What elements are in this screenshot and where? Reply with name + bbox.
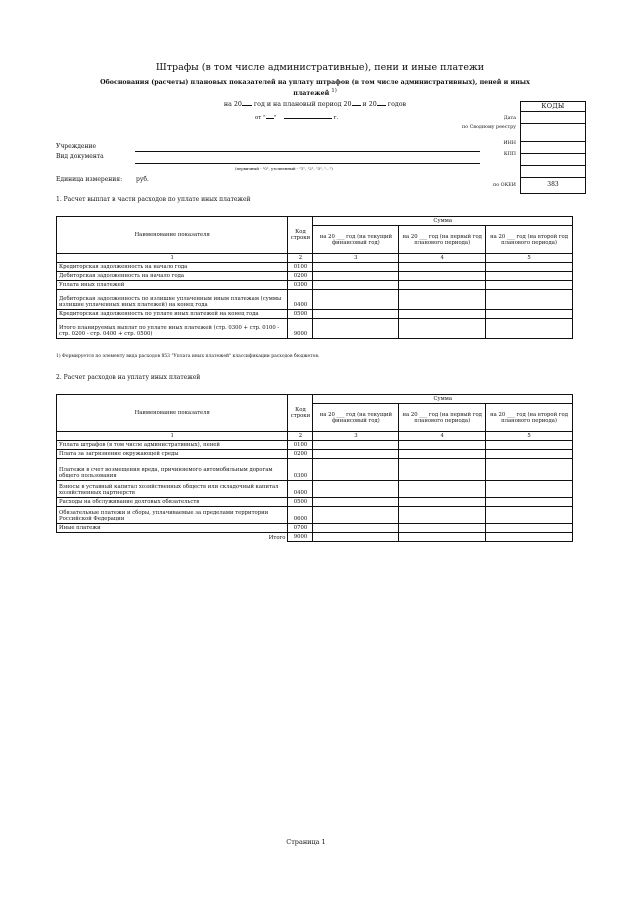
row-code: 0200	[288, 272, 313, 281]
row-name: Взносы в уставный капитал хозяйственных обществ или складочный капитал хозяйственных партнерств	[57, 481, 288, 498]
row-name: Кредиторская задолженность на начало года	[57, 263, 288, 272]
s1-colnum: 1	[57, 254, 288, 263]
table-row	[57, 459, 573, 481]
s2-col-sum: Сумма	[313, 395, 573, 404]
date-year: г.	[333, 115, 339, 121]
codes-box	[520, 111, 586, 194]
cell-input[interactable]	[399, 272, 486, 281]
code-label-date: Дата	[503, 116, 516, 121]
cell-input[interactable]	[486, 524, 573, 533]
period-and: и 20	[362, 101, 377, 109]
cell-input[interactable]	[486, 498, 573, 507]
subtitle-footnote-mark: 1)	[331, 88, 337, 94]
okei-value: 383	[547, 181, 559, 188]
cell-input[interactable]	[399, 290, 486, 310]
page-number: Страница 1	[286, 838, 326, 846]
cell-input[interactable]	[486, 281, 573, 290]
cell-input[interactable]	[313, 441, 399, 450]
row-name: Иные платежи	[57, 524, 288, 533]
cell-input[interactable]	[399, 281, 486, 290]
table-row	[57, 481, 573, 498]
subtitle-text: Обоснования (расчеты) плановых показателей на уплату штрафов (в том числе административных), пеней и иных платежей	[100, 79, 530, 98]
s2-col-year1: на 20 ___ год (на текущий финансовый год)	[313, 404, 399, 432]
cell-input[interactable]	[313, 459, 399, 481]
code-label-registry: по Сводному реестру	[462, 125, 516, 130]
row-code: 0600	[288, 507, 313, 524]
s1-colnum: 3	[313, 254, 399, 263]
period-prefix: на 20	[223, 101, 242, 109]
period-year3-blank[interactable]	[377, 98, 386, 106]
institution-field[interactable]	[135, 151, 480, 152]
row-code: 0400	[288, 290, 313, 310]
cell-input[interactable]	[486, 319, 573, 339]
section2-table	[56, 394, 573, 542]
period-year2-blank[interactable]	[352, 98, 361, 106]
cell-input[interactable]	[313, 263, 399, 272]
cell-input[interactable]	[486, 272, 573, 281]
date-prefix: от "	[255, 115, 266, 121]
total-label: Итого	[57, 533, 288, 542]
cell-input[interactable]	[313, 524, 399, 533]
table-row	[57, 290, 573, 310]
s2-colnum: 4	[399, 432, 486, 441]
date-day-blank[interactable]	[266, 111, 274, 119]
row-name: Итого планируемых выплат по уплате иных платежей (стр. 0300 + стр. 0100 - стр. 0200 - стр. 0400 + стр. 0500)	[57, 319, 288, 339]
row-name: Дебиторская задолженность по излишне уплаченным иным платежам (суммы излишне уплаченных иных платежей) на конец года	[57, 290, 288, 310]
institution-label: Учреждение	[56, 143, 97, 150]
row-name: Дебиторская задолженность на начало года	[57, 272, 288, 281]
row-code: 9000	[288, 319, 313, 339]
cell-input[interactable]	[399, 524, 486, 533]
cell-input[interactable]	[399, 263, 486, 272]
s1-col-name: Наименование показателя	[57, 217, 288, 254]
s2-colnum: 5	[486, 432, 573, 441]
cell-input[interactable]	[399, 310, 486, 319]
doc-type-hint: (первичный - "0", уточненный - "1", "2", "3", "...")	[235, 166, 333, 171]
s1-col-sum: Сумма	[313, 217, 573, 226]
cell-input[interactable]	[486, 481, 573, 498]
table-row	[57, 441, 573, 450]
document-title: Штрафы (в том числе административные), пени и иные платежи	[155, 62, 485, 73]
date-line	[255, 111, 338, 121]
row-code: 0700	[288, 524, 313, 533]
row-name: Уплата иных платежей	[57, 281, 288, 290]
cell-input[interactable]	[399, 450, 486, 459]
row-name: Уплата штрафов (в том числе административных), пеней	[57, 441, 288, 450]
period-mid: год и на плановый период 20	[253, 101, 352, 109]
code-label-okei: по ОКЕИ	[493, 183, 516, 188]
s2-col-year2: на 20 ___ год (на первый год планового периода)	[399, 404, 486, 432]
s2-col-name: Наименование показателя	[57, 395, 288, 432]
table-row	[57, 319, 573, 339]
cell-input[interactable]	[313, 319, 399, 339]
cell-input[interactable]	[486, 459, 573, 481]
s2-colnum: 1	[57, 432, 288, 441]
total-code: 9000	[288, 533, 313, 542]
cell-input[interactable]	[313, 281, 399, 290]
cell-input[interactable]	[313, 481, 399, 498]
table-row	[57, 281, 573, 290]
row-code: 0400	[288, 481, 313, 498]
s1-colnum: 4	[399, 254, 486, 263]
row-name: Плата за загрязнение окружающей среды	[57, 450, 288, 459]
row-code: 0100	[288, 263, 313, 272]
cell-input[interactable]	[486, 310, 573, 319]
s2-col-year3: на 20 ___ год (на второй год планового периода)	[486, 404, 573, 432]
row-name: Обязательные платежи и сборы, уплачиваемые за пределами территории Российской Федерации	[57, 507, 288, 524]
s2-colnum: 2	[288, 432, 313, 441]
cell-input[interactable]	[399, 319, 486, 339]
cell-input[interactable]	[399, 507, 486, 524]
code-label-kpp: КПП	[503, 152, 516, 157]
period-year1-blank[interactable]	[242, 98, 252, 106]
date-quote: "	[273, 115, 277, 121]
cell-input[interactable]	[486, 290, 573, 310]
cell-input[interactable]	[486, 263, 573, 272]
cell-input[interactable]	[486, 441, 573, 450]
s2-col-code: Код строки	[288, 395, 313, 432]
table-row	[57, 263, 573, 272]
cell-input[interactable]	[486, 507, 573, 524]
row-name: Кредиторская задолженность по уплате иных платежей на конец года	[57, 310, 288, 319]
codes-header: КОДЫ	[520, 101, 586, 112]
section2-title: 2. Расчет расходов на уплату иных платежей	[56, 374, 201, 381]
cell-input[interactable]	[313, 533, 399, 542]
s1-col-code: Код строки	[288, 217, 313, 254]
cell-input[interactable]	[399, 481, 486, 498]
section1-title: 1. Расчет выплат в части расходов по уплате иных платежей	[56, 196, 251, 203]
document-subtitle	[95, 79, 535, 109]
row-name: Платежи в счет возмещения вреда, причиняемого автомобильным дорогам общего пользования	[57, 459, 288, 481]
unit-label: Единица измерения:	[56, 176, 123, 183]
cell-input[interactable]	[486, 450, 573, 459]
row-code: 0500	[288, 498, 313, 507]
cell-input[interactable]	[399, 533, 486, 542]
table-row	[57, 310, 573, 319]
s1-col-year2: на 20 ___ год (на первый год планового периода)	[399, 226, 486, 254]
row-code: 0300	[288, 281, 313, 290]
cell-input[interactable]	[399, 441, 486, 450]
unit-value: руб.	[136, 176, 149, 183]
total-row	[57, 533, 573, 542]
table-row	[57, 498, 573, 507]
cell-input[interactable]	[313, 450, 399, 459]
cell-input[interactable]	[313, 272, 399, 281]
row-code: 0100	[288, 441, 313, 450]
s1-col-year1: на 20 ___ год (на текущий финансовый год)	[313, 226, 399, 254]
doc-type-label: Вид документа	[56, 153, 104, 160]
table-row	[57, 507, 573, 524]
cell-input[interactable]	[313, 498, 399, 507]
table-row	[57, 524, 573, 533]
section1-footnote: 1) Формируется по элементу вида расходов 853 "Уплата иных платежей" классификации расходов бюджетов.	[56, 354, 320, 359]
code-label-inn: ИНН	[503, 141, 516, 146]
s2-colnum: 3	[313, 432, 399, 441]
period-suffix: годов	[387, 101, 407, 109]
doc-type-field[interactable]	[135, 163, 480, 164]
cell-input[interactable]	[399, 459, 486, 481]
s1-col-year3: на 20 ___ год (на второй год планового периода)	[486, 226, 573, 254]
table-row	[57, 450, 573, 459]
row-code: 0300	[288, 459, 313, 481]
s1-colnum: 5	[486, 254, 573, 263]
row-name: Расходы на обслуживание долговых обязательств	[57, 498, 288, 507]
table-row	[57, 272, 573, 281]
cell-input[interactable]	[313, 507, 399, 524]
date-month-blank[interactable]	[284, 111, 332, 119]
row-code: 0500	[288, 310, 313, 319]
cell-input[interactable]	[399, 498, 486, 507]
cell-input[interactable]	[486, 533, 573, 542]
s1-colnum: 2	[288, 254, 313, 263]
cell-input[interactable]	[313, 290, 399, 310]
row-code: 0200	[288, 450, 313, 459]
section1-table	[56, 216, 573, 339]
cell-input[interactable]	[313, 310, 399, 319]
